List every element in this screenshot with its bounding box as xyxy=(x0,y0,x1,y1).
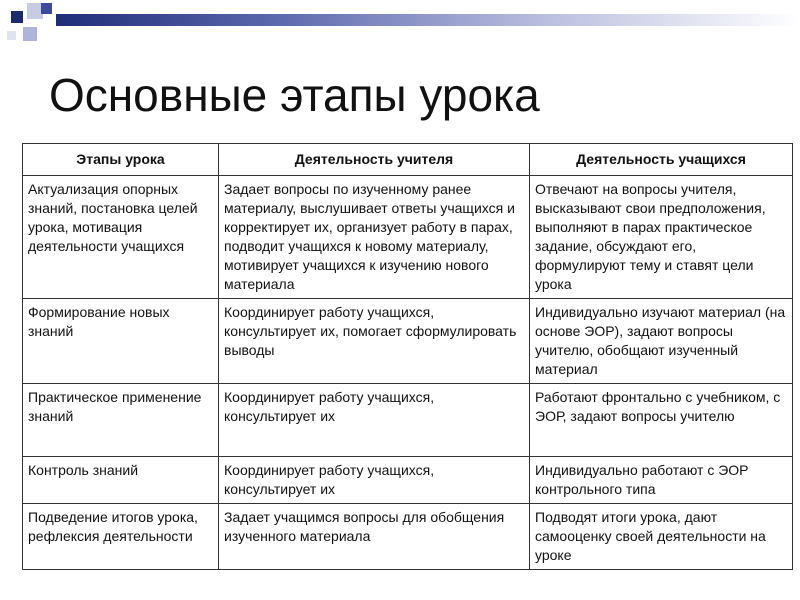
lesson-stages-table xyxy=(22,143,793,570)
teacher-activity-cell: Координирует работу учащихся, консультирует их xyxy=(219,457,530,504)
teacher-activity-cell: Координирует работу учащихся, консультирует их xyxy=(219,384,530,457)
students-activity-cell: Работают фронтально с учебником, с ЭОР, задают вопросы учителю xyxy=(530,384,793,457)
decorative-square xyxy=(41,3,52,14)
stage-cell: Контроль знаний xyxy=(23,457,219,504)
decorative-square xyxy=(11,11,23,23)
students-activity-cell: Индивидуально изучают материал (на основе ЭОР), задают вопросы учителю, обобщают изученный материал xyxy=(530,299,793,384)
table-row xyxy=(23,504,793,570)
column-header-students: Деятельность учащихся xyxy=(530,144,793,176)
table-row xyxy=(23,176,793,299)
slide-title: Основные этапы урока xyxy=(49,69,540,121)
table-row xyxy=(23,457,793,504)
stage-cell: Практическое применение знаний xyxy=(23,384,219,457)
stage-cell: Актуализация опорных знаний, постановка целей урока, мотивация деятельности учащихся xyxy=(23,176,219,299)
teacher-activity-cell: Задает вопросы по изученному ранее материалу, выслушивает ответы учащихся и корректирует их, организует работу в парах, подводит учащихся к новому материалу, мотивирует учащихся к изучению нового материала xyxy=(219,176,530,299)
column-header-teacher: Деятельность учителя xyxy=(219,144,530,176)
students-activity-cell: Индивидуально работают с ЭОР контрольного типа xyxy=(530,457,793,504)
decorative-square xyxy=(7,31,16,40)
students-activity-cell: Подводят итоги урока, дают самооценку своей деятельности на уроке xyxy=(530,504,793,570)
stage-cell: Формирование новых знаний xyxy=(23,299,219,384)
decorative-square xyxy=(23,27,37,41)
table-row xyxy=(23,299,793,384)
stage-cell: Подведение итогов урока, рефлексия деятельности xyxy=(23,504,219,570)
table-row xyxy=(23,384,793,457)
table-header-row xyxy=(23,144,793,176)
teacher-activity-cell: Координирует работу учащихся, консультирует их, помогает сформулировать выводы xyxy=(219,299,530,384)
students-activity-cell: Отвечают на вопросы учителя, высказывают свои предположения, выполняют в парах практическое задание, обсуждают его, формулируют тему и ставят цели урока xyxy=(530,176,793,299)
header-gradient-bar xyxy=(56,14,800,26)
teacher-activity-cell: Задает учащимся вопросы для обобщения изученного материала xyxy=(219,504,530,570)
column-header-stage: Этапы урока xyxy=(23,144,219,176)
